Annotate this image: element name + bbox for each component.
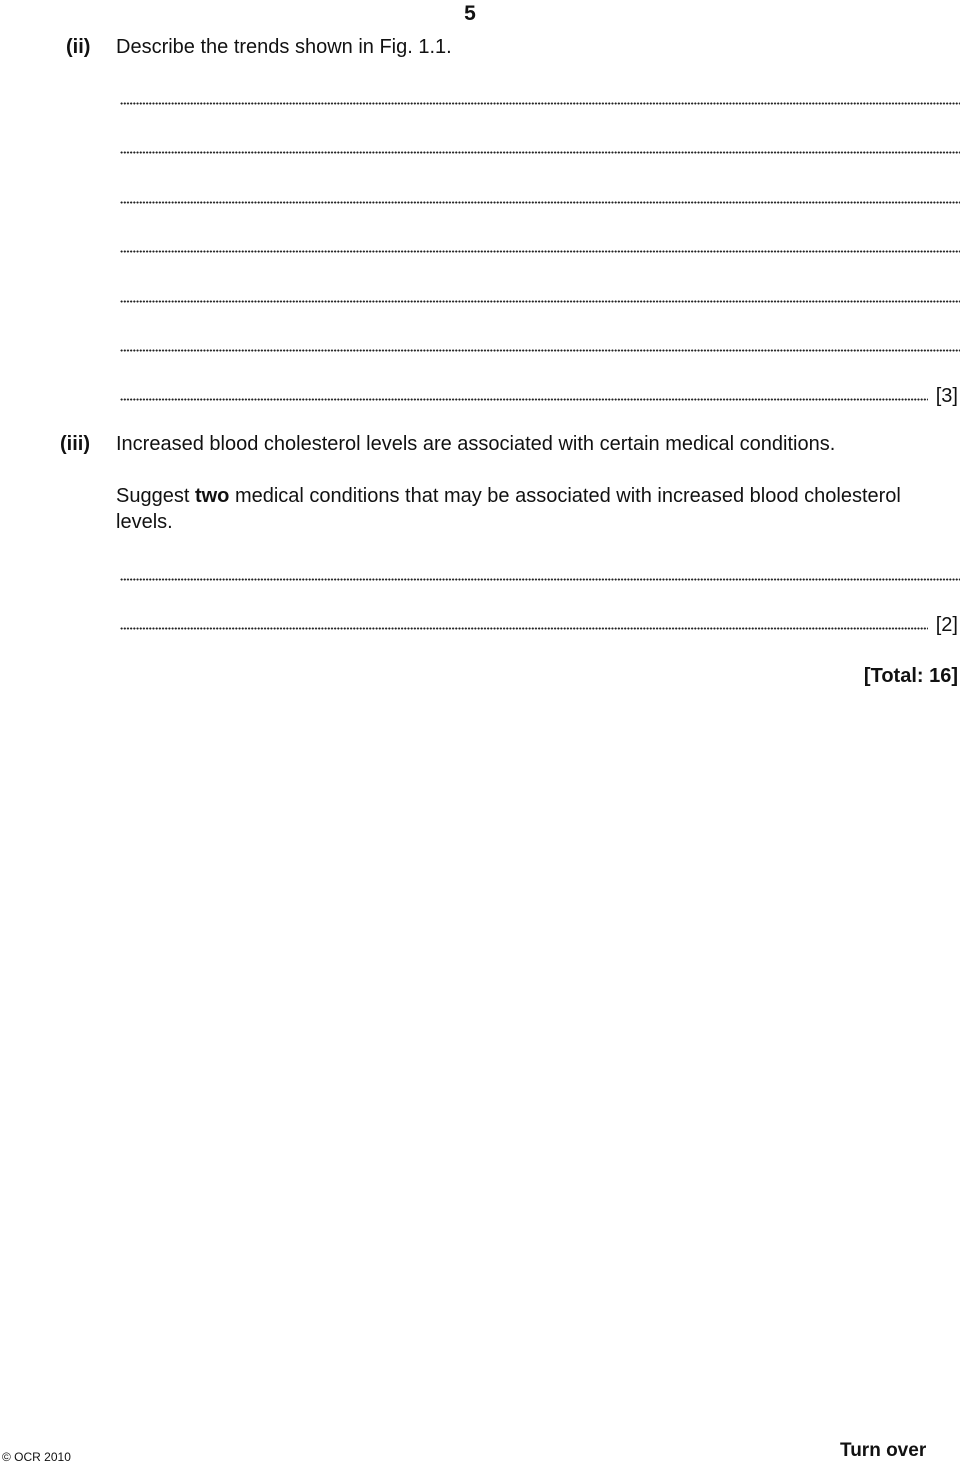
prompt-text: medical conditions that may be associated with increased blood cholesterol [229, 485, 901, 507]
question-text-ii: Describe the trends shown in Fig. 1.1. [116, 36, 452, 58]
question-prompt-iii [116, 485, 901, 508]
mark-allocation-ii: [3] [935, 385, 958, 407]
page-number: 5 [464, 2, 476, 25]
copyright-notice: © OCR 2010 [2, 1450, 71, 1464]
question-label-ii: (ii) [66, 36, 91, 58]
question-text-iii: Increased blood cholesterol levels are associated with certain medical conditions. [116, 433, 836, 455]
turn-over-label: Turn over [840, 1440, 927, 1461]
prompt-emphasis: two [194, 485, 230, 507]
answer-line[interactable] [120, 623, 928, 633]
answer-line[interactable] [120, 394, 928, 404]
answer-line[interactable] [120, 345, 960, 355]
question-prompt-iii-line2: levels. [116, 511, 173, 533]
total-marks: [Total: 16] [863, 665, 958, 687]
answer-line[interactable] [120, 197, 960, 207]
answer-line[interactable] [120, 147, 960, 157]
answer-line[interactable] [120, 246, 960, 256]
answer-line[interactable] [120, 574, 960, 584]
answer-line[interactable] [120, 98, 960, 108]
question-label-iii: (iii) [60, 433, 90, 455]
answer-line[interactable] [120, 296, 960, 306]
prompt-text: Suggest [116, 485, 195, 507]
mark-allocation-iii: [2] [935, 614, 958, 636]
